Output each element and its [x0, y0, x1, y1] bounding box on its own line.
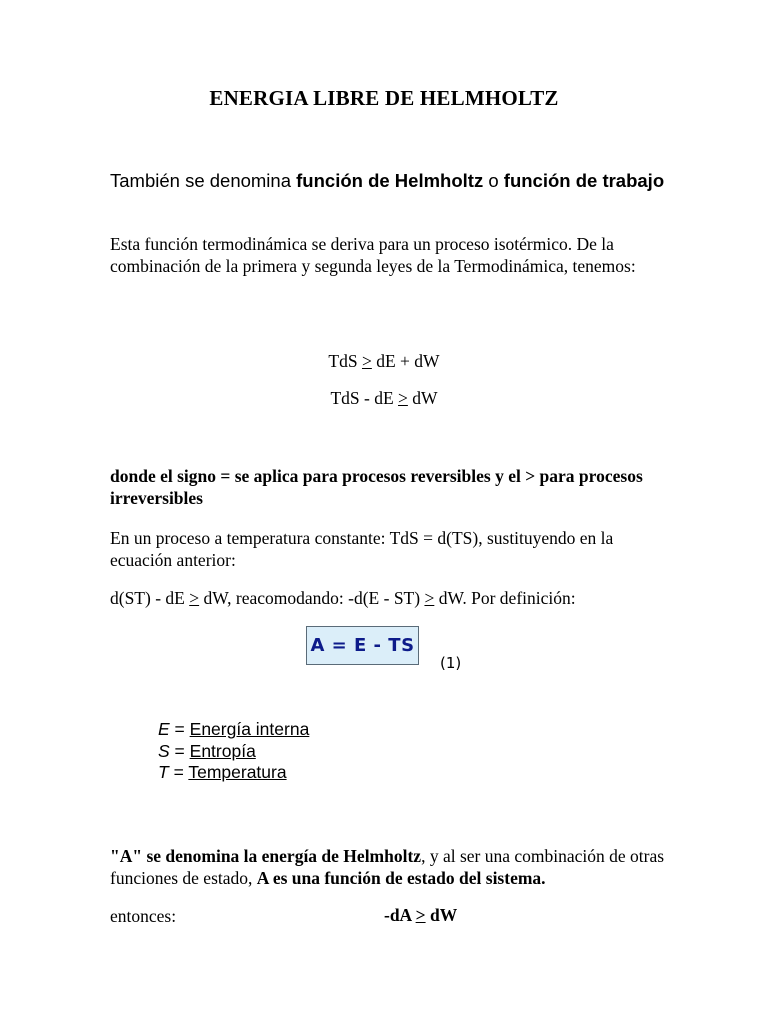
substitution-paragraph: En un proceso a temperatura constante: TdS = d(TS), sustituyendo en la ecuación anterior:: [110, 528, 614, 570]
final-equation-sign: >: [415, 905, 426, 925]
definition-entropy: [158, 741, 309, 763]
rearrangement-part1: d(ST) - dE: [110, 588, 190, 608]
final-equation-left: -dA: [384, 905, 416, 925]
definition-temperature: [158, 762, 309, 784]
derivation-paragraph: Esta función termodinámica se deriva para un proceso isotérmico. De la combinación de la primera y segunda leyes de la Termodinámica, tenemos:: [110, 234, 636, 276]
rearrangement-part2: dW, reacomodando: -d(E - ST): [199, 588, 425, 608]
rearrangement-line: [110, 587, 710, 609]
definition-symbol: S: [158, 740, 170, 761]
rearrangement-part3: dW. Por definición:: [434, 588, 576, 608]
equation-2-sign: >: [398, 388, 408, 408]
definition-equals: =: [168, 762, 189, 782]
state-function-statement: A es una función de estado del sistema.: [256, 868, 546, 888]
equation-2-right: dW: [407, 388, 438, 408]
helmholtz-energy-paragraph: [110, 845, 670, 889]
helmholtz-energy-text: , y al ser una combinación de otras funciones de estado,: [110, 846, 665, 888]
definition-symbol: T: [158, 762, 169, 782]
final-equation: [384, 905, 457, 926]
definition-link-energia-interna[interactable]: Energía interna: [189, 719, 310, 739]
definition-symbol: E: [158, 719, 170, 739]
final-equation-right: dW: [425, 905, 458, 925]
equation-1-left: TdS: [328, 351, 362, 371]
definition-equals: =: [169, 740, 190, 761]
final-label: entonces:: [110, 906, 177, 926]
rearrangement-sign1: >: [189, 588, 200, 608]
variable-definitions: [158, 719, 309, 784]
definition-equals: =: [169, 719, 190, 739]
helmholtz-energy-name: "A" se denomina la energía de Helmholtz: [110, 846, 422, 866]
definition-link-entropia[interactable]: Entropía: [189, 740, 256, 761]
equation-2: [0, 388, 768, 409]
intro-paragraph: [110, 170, 670, 192]
intro-prefix: También se denomina: [110, 170, 297, 191]
definition-energy: [158, 719, 309, 741]
equation-1: [0, 351, 768, 372]
equation-2-left: TdS - dE: [330, 388, 399, 408]
equation-1-sign: >: [361, 351, 372, 371]
intro-middle: o: [483, 170, 504, 191]
equation-number: (1): [440, 654, 462, 672]
sign-note: donde el signo = se aplica para procesos reversibles y el > para procesos irreversibles: [110, 466, 643, 508]
definition-link-temperatura[interactable]: Temperatura: [188, 762, 287, 782]
intro-term-helmholtz: función de Helmholtz: [296, 170, 484, 191]
intro-term-trabajo: función de trabajo: [503, 170, 665, 191]
page-title: ENERGIA LIBRE DE HELMHOLTZ: [209, 86, 559, 110]
helmholtz-definition-box: A = E - TS: [306, 626, 419, 665]
equation-1-right: dE + dW: [371, 351, 440, 371]
rearrangement-sign2: >: [424, 588, 435, 608]
